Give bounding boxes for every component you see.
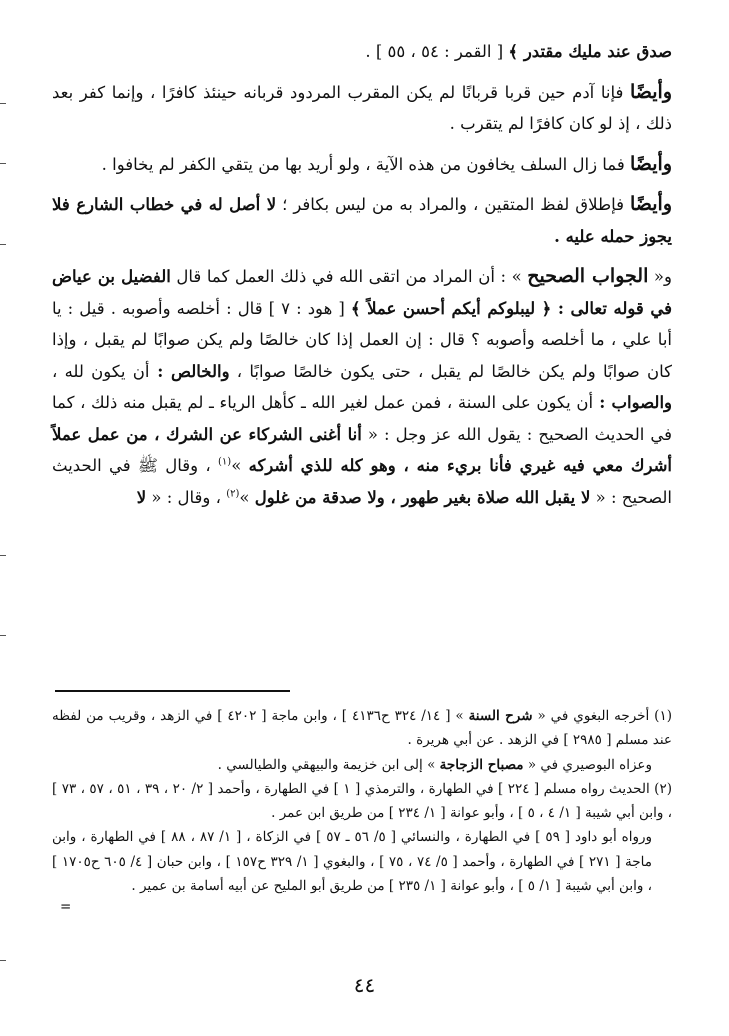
main-text <box>52 36 672 513</box>
paragraph-2 <box>52 77 672 140</box>
p5-close-1: » <box>231 456 249 475</box>
footnotes <box>52 704 672 916</box>
p5-fudayl-quote: الفضيل بن عياض في قوله تعالى : ﴿ ليبلوكم أيكم أحسن عملاً ﴾ <box>52 267 672 318</box>
paragraph-1 <box>52 36 672 68</box>
continuation-mark: = <box>60 899 72 916</box>
footnote-ref-2[interactable]: (٢) <box>226 488 240 499</box>
footnote-1b-text-b: » إلى ابن خزيمة والبيهقي والطيالسي . <box>217 756 440 773</box>
p5-text-a: » : أن المراد من اتقى الله في ذلك العمل كما قال <box>170 267 528 286</box>
footnote-1b-source: مصباح الزجاجة <box>439 756 524 773</box>
footnote-1-source: شرح السنة <box>468 708 533 724</box>
paragraph-2-text: فإنا آدم حين قربا قربانًا لم يكن المقرب المردود قربانه حينئذ كافرًا ، وإنما كفر بعد ذلك ، إذ لو كان كافرًا لم يتقرب . <box>52 82 672 133</box>
footnote-1-text-b: » [ ١٤/ ٣٢٤ ح٤١٣٦ ] ، وابن ماجة [ ٤٢٠٢ ] في الزهد ، وقريب من لفظه عند مسلم [ ٢٩٨٥ ] في الزهد . عن أبي هريرة . <box>52 708 672 749</box>
margin-mark <box>0 960 6 961</box>
quran-verse-end: صدق عند مليك مقتدر ﴾ <box>508 42 672 61</box>
verse-ref: [ القمر : ٥٤ ، ٥٥ ] . <box>365 42 509 61</box>
p5-text-c: أن يكون لله ، <box>52 361 150 381</box>
p5-sawab-label: والصواب : <box>593 393 673 412</box>
p5-text-f: ، وقال : « <box>146 487 227 507</box>
paragraph-4 <box>52 189 672 252</box>
paragraph-3-text: فما زال السلف يخافون من هذه الآية ، ولو أريد بها من يتقي الكفر لم يخافوا . <box>101 154 630 174</box>
margin-mark <box>0 555 6 556</box>
p5-hadith-3-start: لا <box>136 487 147 507</box>
margin-mark <box>0 244 6 245</box>
margin-mark <box>0 103 6 104</box>
p5-hadith-1: أنا أغنى الشركاء عن الشرك ، من عمل عملاً أشرك معي فيه غيري فأنا بريء منه ، وهو كله للذي أشركه <box>52 424 672 475</box>
paragraph-4-text: فإطلاق لفظ المتقين ، والمراد به من ليس بكافر ؛ <box>276 195 630 214</box>
footnote-1-continued <box>52 753 672 777</box>
p5-open: و« <box>648 267 672 286</box>
page-number: ٤٤ <box>353 973 376 997</box>
p5-close-2: » <box>239 487 255 507</box>
paragraph-3 <box>52 149 672 181</box>
footnote-2-continued: ورواه أبو داود [ ٥٩ ] في الطهارة ، والنسائي [ ٥/ ٥٦ ـ ٥٧ ] في الزكاة ، [ ١/ ٨٧ ، ٨٨ ] في الطهارة ، وابن ماجة [ ٢٧١ ] في الطهارة ، وأحمد [ ٥/ ٧٤ ، ٧٥ ] ، والبغوي [ ١/ ٣٢٩ ح١٥٧ ] ، وابن حبان [ ٤/ ٦٠٥ ح١٧٠٥ ] ، وابن أبي شيبة [ ١/ ٥ ] ، وأبو عوانة [ ١/ ٢٣٥ ] من طريق أبو المليح عن أبيه أسامة بن عمير . <box>52 829 652 895</box>
margin-mark <box>0 635 6 636</box>
p5-hadith-2: لا يقبل الله صلاة بغير طهور ، ولا صدقة من غلول <box>254 487 591 507</box>
footnote-1 <box>52 704 672 753</box>
footnote-ref-1[interactable]: (١) <box>218 456 232 468</box>
heading-aydan-3: وأيضًا <box>629 193 672 215</box>
footnote-separator <box>55 690 290 692</box>
paragraph-5 <box>52 261 672 513</box>
footnote-1b-text-a: وعزاه البوصيري في « <box>523 756 652 773</box>
paragraph-4-bold: لا أصل له في خطاب الشارع فلا يجوز حمله عليه . <box>52 195 672 246</box>
p5-text-b: [ هود : ٧ ] قال : أخلصه وأصوبه . قيل : يا أبا علي ، ما أخلصه وأصوبه ؟ قال : إن العمل إذا كان خالصًا ولم يكن صوابًا لم يقبل ، وإذا كان صوابًا ولم يكن خالصًا لم يقبل ، حتى يكون خالصًا صوابًا ، <box>52 298 672 381</box>
footnote-2: (٢) الحديث رواه مسلم [ ٢٢٤ ] في الطهارة ، والترمذي [ ١ ] في الطهارة ، وأحمد [ ٢/ ٢٠ ، ٣٩ ، ٥١ ، ٥٧ ، ٧٣ ] ، وابن أبي شيبة [ ١/ ٤ ، ٥ ] ، وأبو عوانة [ ١/ ٢٣٤ ] من طريق ابن عمر . <box>52 780 672 822</box>
heading-aydan-2: وأيضًا <box>629 152 672 175</box>
margin-mark <box>0 163 6 164</box>
heading-aydan-1: وأيضًا <box>629 80 672 103</box>
p5-khalis-label: والخالص : <box>149 361 230 381</box>
p5-text-d: أن يكون على السنة ، فمن عمل لغير الله ـ كأهل الرياء ـ لم يقبل منه ذلك ، كما في الحديث الصحيح : يقول الله عز وجل : « <box>52 393 672 444</box>
heading-correct-answer: الجواب الصحيح <box>527 265 649 287</box>
footnote-1-text-a: (١) أخرجه البغوي في « <box>532 708 672 724</box>
p5-text-e: ، وقال ﷺ في الحديث الصحيح : « <box>52 456 672 507</box>
